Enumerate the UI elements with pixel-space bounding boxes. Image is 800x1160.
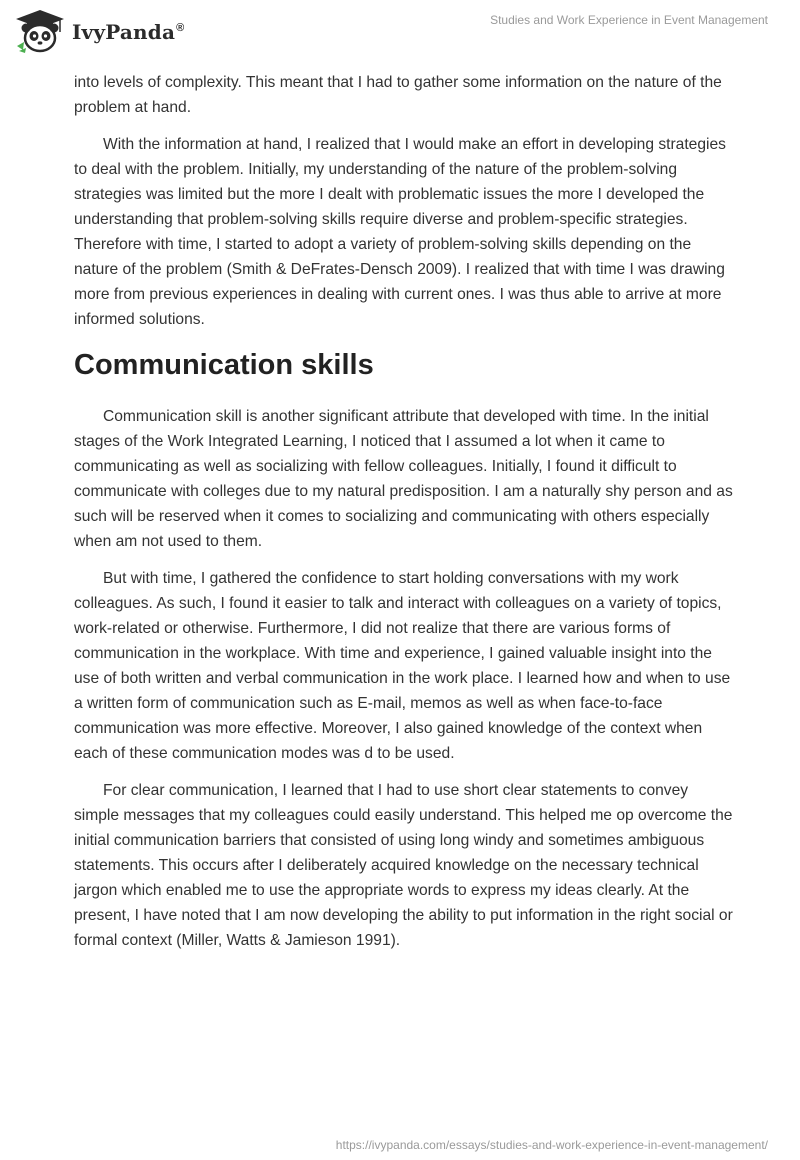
paragraph: For clear communication, I learned that I had to use short clear statements to convey simple messages that my colleagues could easily understand. This helped me op overcome the initial communication barriers that consisted of using long windy and sometimes ambiguous statements. This occurs after I deliberately acquired knowledge on the necessary technical jargon which enabled me to use the appropriate words to express my ideas clearly. At the present, I have noted that I am now developing the ability to put information in the right social or formal context (Miller, Watts & Jamieson 1991). xyxy=(74,782,733,949)
source-url[interactable]: https://ivypanda.com/essays/studies-and-work-experience-in-event-management/ xyxy=(335,1138,768,1152)
brand-name: IvyPanda® xyxy=(72,20,185,44)
ivypanda-logo[interactable] xyxy=(14,8,184,54)
document-title: Studies and Work Experience in Event Management xyxy=(490,13,768,27)
section-heading: Communication skills xyxy=(74,349,374,381)
essay-body xyxy=(74,70,734,965)
paragraph: into levels of complexity. This meant that I had to gather some information on the nature of the problem at hand. xyxy=(74,74,722,116)
paragraph: But with time, I gathered the confidence to start holding conversations with my work colleagues. As such, I found it easier to talk and interact with colleagues on a variety of topics, work-related or otherwise. Furthermore, I did not realize that there are various forms of communication in the workplace. With time and experience, I gained valuable insight into the use of both written and verbal communication in the work place. I learned how and when to use a written form of communication such as E-mail, memos as well as when face-to-face communication was more effective. Moreover, I also gained knowledge of the context when each of these communication modes was d to be used. xyxy=(74,570,731,762)
page-header xyxy=(0,0,800,66)
panda-graduate-icon xyxy=(14,8,66,54)
paragraph: Communication skill is another significant attribute that developed with time. In the initial stages of the Work Integrated Learning, I noticed that I assumed a lot when it came to communicating as well as socializing with fellow colleagues. Initially, I found it difficult to communicate with colleges due to my natural predisposition. I am a naturally shy person and as such will be reserved when it comes to socializing and communicating with others especially when am not used to them. xyxy=(74,408,733,550)
paragraph: With the information at hand, I realized that I would make an effort in developing strategies to deal with the problem. Initially, my understanding of the nature of the problem-solving strategies was limited but the more I dealt with problematic issues the more I developed the understanding that problem-solving skills require diverse and problem-specific strategies. Therefore with time, I started to adopt a variety of problem-solving skills depending on the nature of the problem (Smith & DeFrates-Densch 2009). I realized that with time I was drawing more from previous experiences in dealing with current ones. I was thus able to arrive at more informed solutions. xyxy=(74,136,726,328)
